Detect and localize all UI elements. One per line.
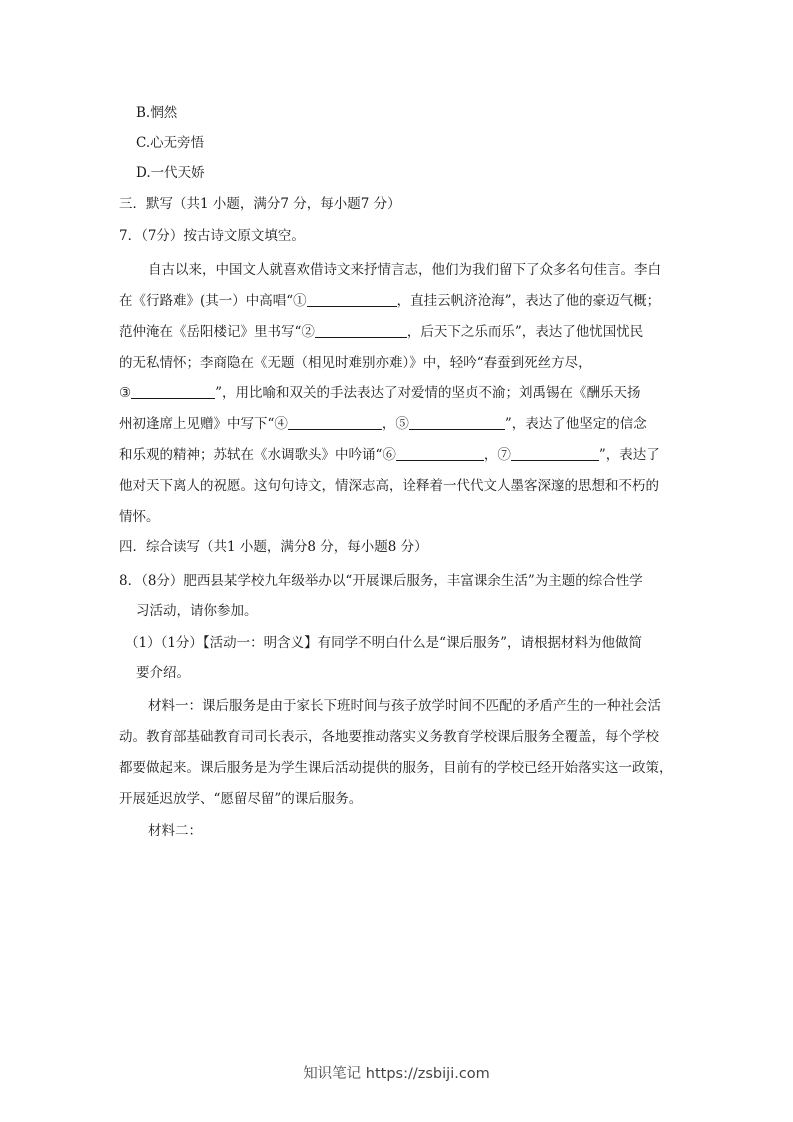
passage-text: ，⑤ xyxy=(381,416,409,432)
passage-text: ”，表达了 xyxy=(598,447,660,463)
passage-line-2 xyxy=(119,292,660,310)
passage-line-4: 的无私情怀；李商隐在《无题（相见时难别亦难）》中，轻吟“春蚕到死丝方尽， xyxy=(119,355,592,371)
option-c: C.心无旁悟 xyxy=(136,135,205,151)
passage-text: ，后天下之乐而乐”，表达了他忧国忧民 xyxy=(406,324,644,340)
fill-blank-6[interactable] xyxy=(396,446,484,461)
question-8-line-1: 8．（8分）肥西县某学校九年级举办以“开展课后服务，丰富课余生活”为主题的综合性学 xyxy=(119,573,643,589)
passage-text: ”，用比喻和双关的手法表达了对爱情的坚贞不渝；刘禹锡在《酬乐天扬 xyxy=(215,385,641,401)
section-3-heading: 三．默写（共1 小题，满分7 分，每小题7 分） xyxy=(119,196,401,212)
section-4-heading: 四．综合读写（共1 小题，满分8 分，每小题8 分） xyxy=(119,539,428,555)
material-1-line-3: 都要做起来。课后服务是为学生课后活动提供的服务，目前有的学校已经开始落实这一政策， xyxy=(119,760,673,776)
material-1-line-1: 材料一：课后服务是由于家长下班时间与孩子放学时间不匹配的矛盾产生的一种社会活 xyxy=(148,698,661,714)
passage-text: ，⑦ xyxy=(483,447,511,463)
question-7: 7．（7分）按古诗文原文填空。 xyxy=(119,228,305,244)
question-8-line-2: 习活动，请你参加。 xyxy=(136,603,258,619)
passage-line-5 xyxy=(119,384,641,402)
option-b: B.惘然 xyxy=(136,105,178,121)
passage-line-9: 情怀。 xyxy=(119,509,160,525)
subquestion-1-line-1: （1）（1分）【活动一：明含义】有同学不明白什么是“课后服务”，请根据材料为他做简 xyxy=(125,635,642,651)
material-2-label: 材料二： xyxy=(148,823,202,839)
fill-blank-2[interactable] xyxy=(315,323,407,338)
passage-text: 在《行路难》(其一）中高唱“① xyxy=(119,293,307,309)
passage-text: ，直挂云帆济沧海”，表达了他的豪迈气概； xyxy=(396,293,661,309)
fill-blank-3[interactable] xyxy=(131,384,215,399)
passage-line-6 xyxy=(119,415,647,433)
passage-text: 范仲淹在《岳阳楼记》里书写“② xyxy=(119,324,315,340)
passage-text: 州初逢席上见赠》中写下“④ xyxy=(119,416,288,432)
fill-blank-7[interactable] xyxy=(511,446,599,461)
passage-text: ”，表达了他坚定的信念 xyxy=(504,416,647,432)
passage-line-3 xyxy=(119,323,643,341)
passage-line-8: 他对天下离人的祝愿。这句句诗文，情深志高，诠释着一代代文人墨客深邃的思想和不朽的 xyxy=(119,478,659,494)
fill-blank-4[interactable] xyxy=(288,415,382,430)
fill-blank-1[interactable] xyxy=(307,292,397,307)
option-d: D.一代天娇 xyxy=(136,165,205,181)
fill-blank-5[interactable] xyxy=(409,415,505,430)
material-1-line-4: 开展延迟放学、“愿留尽留”的课后服务。 xyxy=(119,791,363,807)
material-1-line-2: 动。教育部基础教育司司长表示，各地要推动落实义务教育学校课后服务全覆盖，每个学校 xyxy=(119,729,659,745)
passage-text: ③ xyxy=(119,385,132,401)
subquestion-1-line-2: 要介绍。 xyxy=(136,665,190,681)
passage-text: 和乐观的精神；苏轼在《水调歌头》中吟诵“⑥ xyxy=(119,447,396,463)
passage-line-7 xyxy=(119,446,660,464)
footer-watermark: 知识笔记 https://zsbiji.com xyxy=(303,1066,490,1082)
passage-line-1: 自古以来，中国文人就喜欢借诗文来抒情言志，他们为我们留下了众多名句佳言。李白 xyxy=(148,262,661,278)
